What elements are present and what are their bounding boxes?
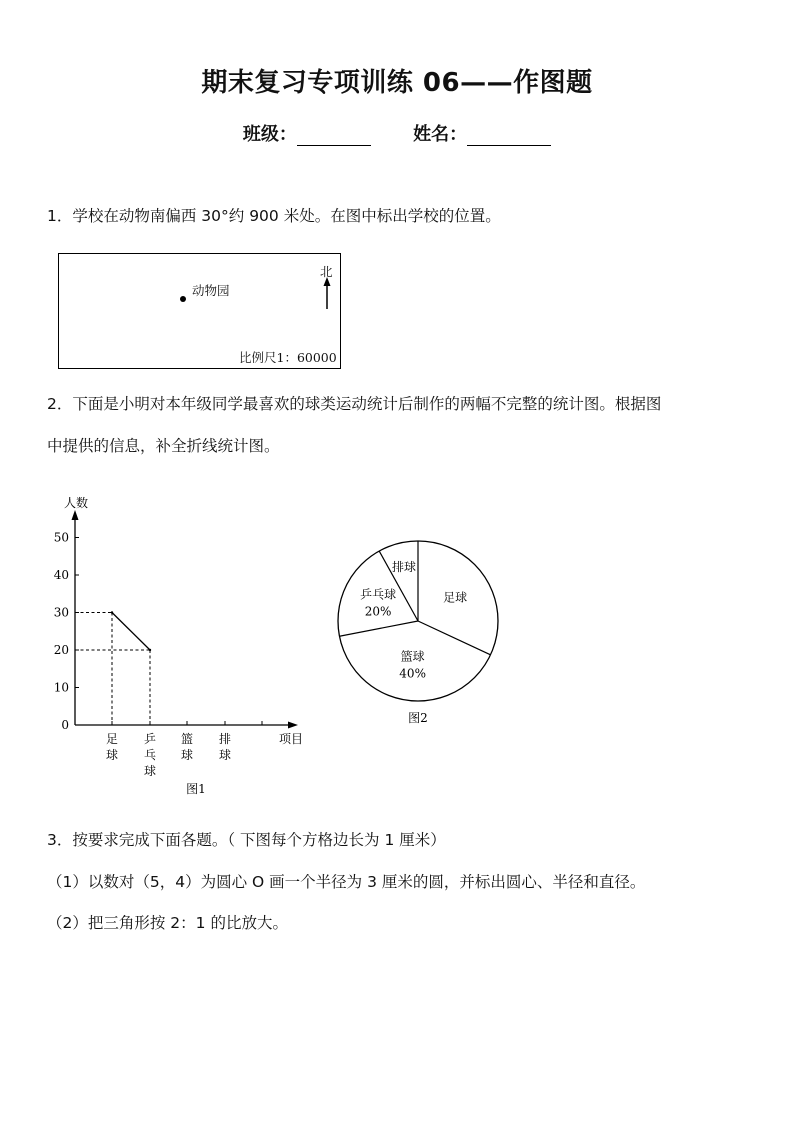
- pie-slice-label-1: 足球: [443, 590, 468, 605]
- x-tick-label-2: 乓: [143, 748, 157, 762]
- x-tick-label-4: 球: [218, 748, 232, 762]
- class-blank[interactable]: [297, 127, 371, 146]
- map-box[interactable]: [58, 253, 341, 369]
- question-1-text: 1．学校在动物南偏西 30°约 900 米处。在图中标出学校的位置。: [47, 207, 501, 225]
- x-tick-label-2: 球: [143, 764, 157, 778]
- x-tick-label-1: 球: [105, 748, 119, 762]
- question-2-text-line2: 中提供的信息，补全折线统计图。: [47, 437, 280, 455]
- class-label: 班级：: [242, 124, 297, 145]
- class-field: [243, 120, 371, 146]
- x-tick-label-3: 球: [180, 748, 194, 762]
- y-tick-label: 40: [53, 568, 69, 582]
- scale-label: 比例尺1：60000: [239, 350, 337, 365]
- north-label: 北: [320, 264, 333, 279]
- y-tick-label: 10: [53, 680, 69, 695]
- question-3-text-line1: 3．按要求完成下面各题。（ 下图每个方格边长为 1 厘米）: [47, 831, 446, 849]
- y-tick-label: 30: [53, 605, 69, 620]
- student-info-row: [0, 120, 794, 146]
- x-tick-label-2: 乒: [143, 732, 157, 746]
- x-axis-arrow-icon: [288, 722, 298, 729]
- y-axis-arrow-icon: [72, 510, 79, 520]
- line-chart-title: 图1: [186, 782, 206, 796]
- name-label: 姓名：: [413, 124, 468, 145]
- pie-slice-label-2: 篮球: [400, 649, 425, 664]
- pie-chart-title: 图2: [408, 711, 428, 725]
- y-axis-label: 人数: [64, 496, 89, 510]
- zoo-label: 动物园: [192, 283, 230, 298]
- y-tick-label: 20: [53, 643, 69, 657]
- x-tick-label-1: 足: [105, 732, 119, 746]
- page-title: 期末复习专项训练 06——作图题: [201, 68, 593, 98]
- question-3-text-line2: （1）以数对（5，4）为圆心 O 画一个半径为 3 厘米的圆，并标出圆心、半径和直径。: [47, 873, 646, 891]
- pie-slice-percent-2: 40%: [399, 666, 426, 681]
- question-2-text-line1: 2．下面是小明对本年级同学最喜欢的球类运动统计后制作的两幅不完整的统计图。根据图: [47, 395, 662, 413]
- data-line: [112, 613, 150, 651]
- x-tick-label-4: 排: [218, 732, 232, 746]
- pie-slice-boundary: [418, 621, 491, 655]
- zoo-point: [180, 296, 186, 302]
- question-3-text-line3: （2）把三角形按 2：1 的比放大。: [47, 914, 288, 932]
- pie-slice-percent-3: 20%: [364, 604, 392, 619]
- y-tick-label: 50: [53, 530, 69, 545]
- pie-slice-label-3: 乒乓球: [360, 587, 397, 602]
- name-blank[interactable]: [467, 127, 551, 146]
- pie-slice-label-4: 排球: [391, 559, 416, 574]
- pie-chart: [320, 520, 520, 740]
- line-chart: [0, 480, 330, 810]
- y-tick-label: 0: [61, 718, 69, 732]
- pie-slice-boundary: [339, 621, 418, 636]
- x-tick-label-3: 篮: [180, 732, 194, 746]
- name-field: [413, 120, 551, 146]
- x-axis-label: 项目: [279, 732, 304, 746]
